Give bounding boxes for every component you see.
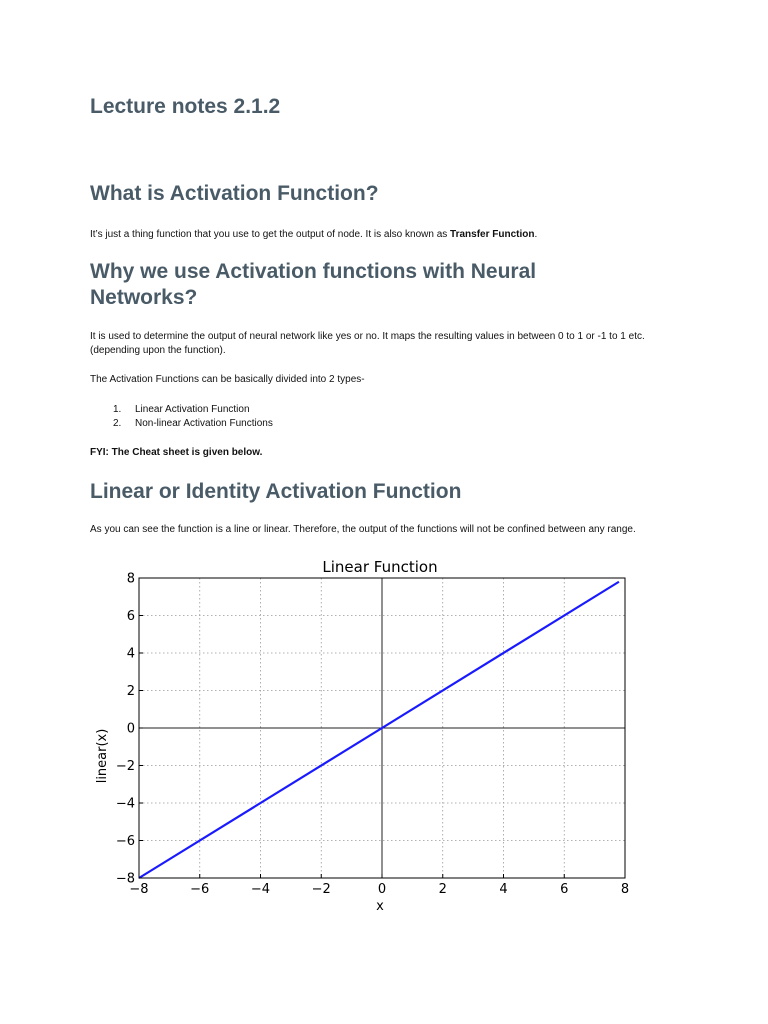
y-tick-label: −8 — [115, 871, 135, 887]
y-tick-label: 2 — [126, 684, 135, 699]
y-axis-label: linear(x) — [95, 728, 110, 784]
paragraph-types-intro: The Activation Functions can be basically divided into 2 types- — [90, 374, 365, 385]
definition-text: It’s just a thing function that you use to get the output of node. It is also known as — [90, 229, 451, 240]
list-item — [113, 417, 273, 431]
x-tick-label: 8 — [620, 882, 630, 897]
list-number: 1. — [113, 404, 122, 415]
chart-series — [139, 582, 619, 878]
series-line-linear — [139, 582, 619, 878]
y-tick-label: 4 — [126, 646, 135, 662]
y-tick-label: 8 — [126, 571, 135, 587]
chart-svg — [88, 552, 648, 922]
list-text: Linear Activation Function — [135, 404, 250, 415]
y-tick-label: 6 — [126, 609, 135, 624]
list-item — [113, 403, 273, 417]
y-tick-label: 0 — [126, 721, 135, 737]
x-tick-label: −2 — [311, 882, 331, 897]
y-tick-label: −4 — [115, 796, 135, 812]
page-title: Lecture notes 2.1.2 — [90, 95, 281, 118]
definition-end: . — [534, 229, 538, 240]
x-tick-label: 0 — [377, 882, 387, 897]
x-axis-ticks — [129, 874, 629, 897]
x-tick-label: −6 — [190, 882, 210, 897]
chart-title: Linear Function — [322, 558, 438, 576]
list-number: 2. — [113, 417, 122, 429]
y-tick-label: −2 — [115, 759, 135, 774]
x-tick-label: −8 — [129, 882, 149, 897]
paragraph-purpose: It is used to determine the output of neural network like yes or no. It maps the resulting values in between 0 to 1 or -1 to 1 etc. (depending upon the function). — [90, 331, 645, 356]
x-tick-label: 4 — [499, 882, 508, 897]
x-tick-label: −4 — [250, 882, 271, 897]
x-axis-label: x — [376, 899, 384, 914]
x-tick-label: 6 — [560, 882, 569, 897]
fyi-note: FYI: The Cheat sheet is given below. — [90, 447, 263, 458]
definition-bold-term: Transfer Function — [450, 229, 535, 240]
paragraph-linear-description: As you can see the function is a line or linear. Therefore, the output of the functions will not be confined between any range. — [90, 524, 636, 535]
linear-function-chart — [88, 552, 648, 922]
types-list — [113, 403, 273, 430]
heading-linear-function: Linear or Identity Activation Function — [90, 480, 462, 503]
list-text: Non-linear Activation Functions — [135, 417, 273, 429]
paragraph-definition — [90, 228, 537, 242]
heading-why-use-activation: Why we use Activation functions with Neural Networks? — [90, 260, 537, 309]
y-tick-label: −6 — [115, 834, 135, 849]
x-tick-label: 2 — [438, 882, 447, 897]
heading-what-is-activation: What is Activation Function? — [90, 182, 379, 205]
